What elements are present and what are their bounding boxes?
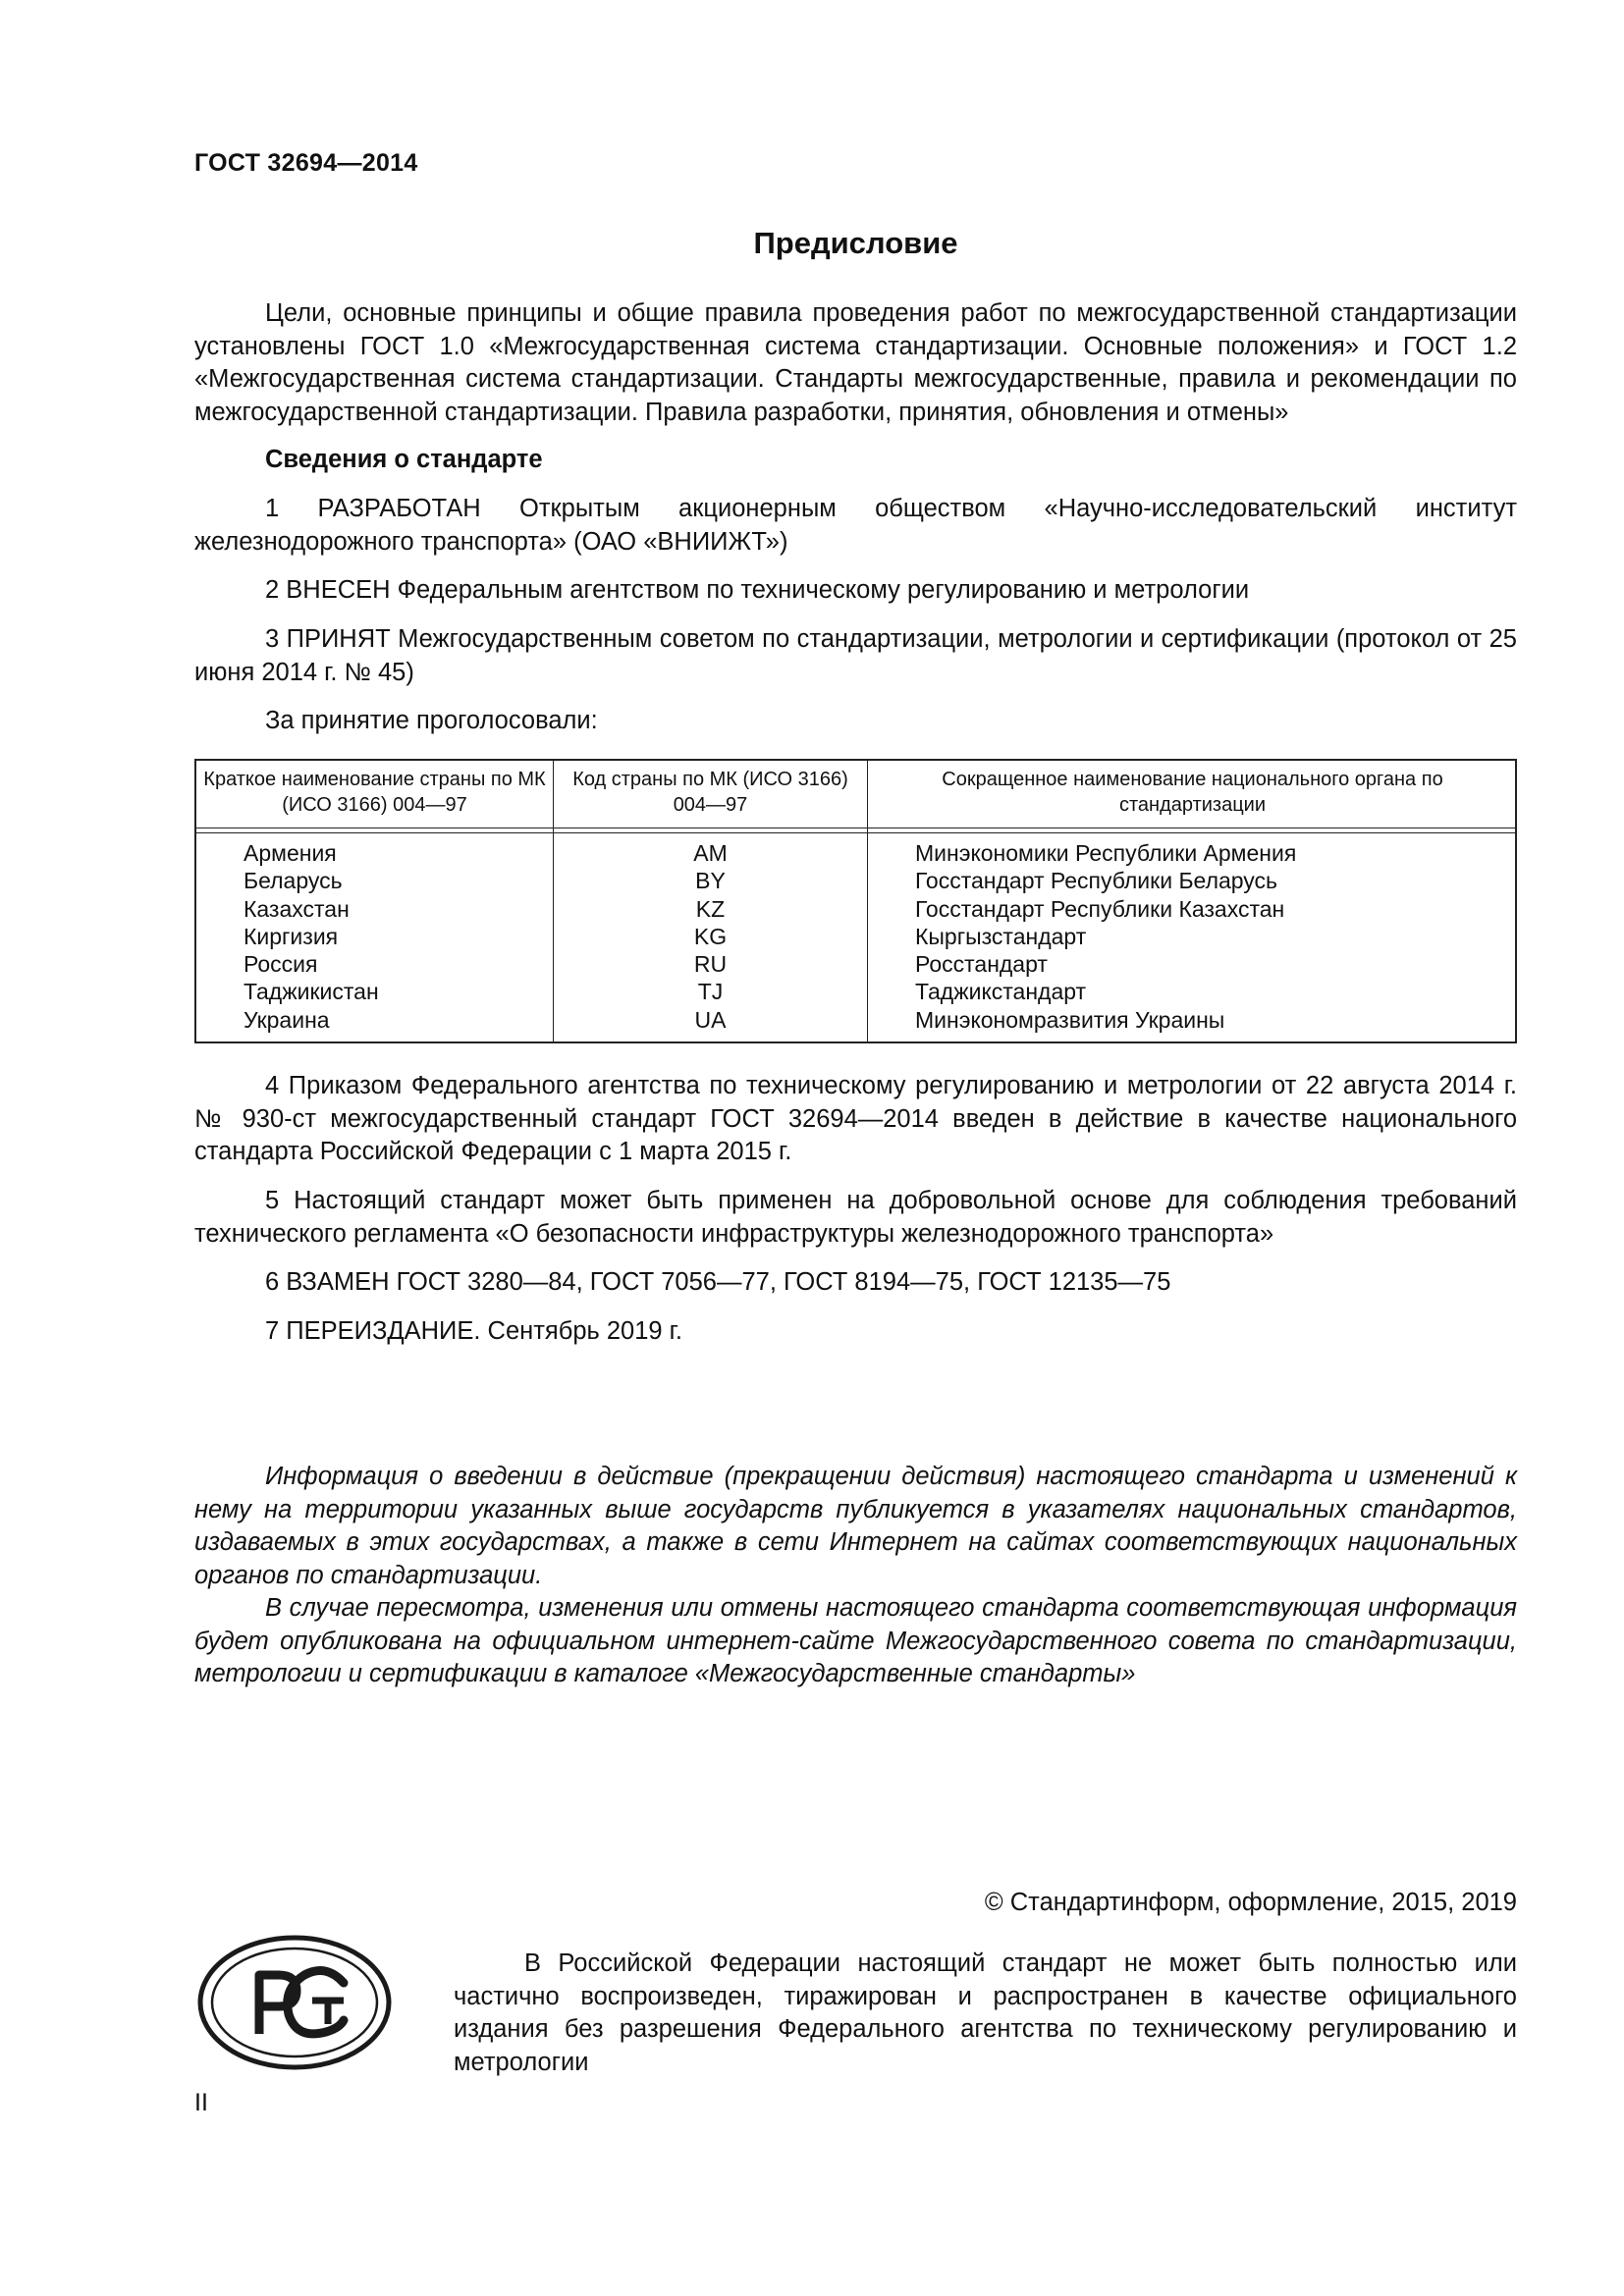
item-replaces: 6 ВЗАМЕН ГОСТ 3280—84, ГОСТ 7056—77, ГОСТ 8194—75, ГОСТ 12135—75 xyxy=(265,1268,1171,1296)
table-cell-country: Беларусь xyxy=(244,868,343,894)
notice-info: Информация о введении в действие (прекращении действия) настоящего стандарта и изменений к нему на территории указанных выше государств публикуется в указателях национальных стандартов, издаваемых в этих государствах, а также в сети Интернет на сайтах соответствующих национальных органов по стандартизации. xyxy=(194,1463,1517,1589)
table-cell-body: Госстандарт Республики Казахстан xyxy=(915,895,1285,922)
table-cell-country: Россия xyxy=(244,951,318,978)
intro-paragraph: Цели, основные принципы и общие правила проведения работ по межгосударственной стандартизации установлены ГОСТ 1.0 «Межгосударственная система стандартизации. Основные положения» и ГОСТ 1.2 «Межгосударственная система стандартизации. Стандарты межгосударственные, правила и рекомендации по межгосударственной стандартизации. Правила разработки, принятия, обновления и отмены» xyxy=(194,299,1517,426)
item-introduced: 2 ВНЕСЕН Федеральным агентством по техническому регулированию и метрологии xyxy=(265,576,1250,604)
voting-table xyxy=(194,759,1517,1043)
table-column-body xyxy=(915,839,1296,1034)
standard-info-heading: Сведения о стандарте xyxy=(265,446,543,473)
page-title: Предисловие xyxy=(753,226,958,260)
table-cell-body: Кыргызстандарт xyxy=(915,923,1087,949)
table-cell-code: KG xyxy=(693,923,728,949)
table-cell-body: Госстандарт Республики Беларусь xyxy=(915,868,1278,894)
item-adopted: 3 ПРИНЯТ Межгосударственным советом по стандартизации, метрологии и сертификации (протокол от 25 июня 2014 г. № 45) xyxy=(194,625,1517,686)
copyright: © Стандартинформ, оформление, 2015, 2019 xyxy=(984,1889,1517,1916)
table-column-code xyxy=(554,839,867,1034)
document-id: ГОСТ 32694—2014 xyxy=(194,149,418,177)
voted-label: За принятие проголосовали: xyxy=(265,707,598,734)
table-cell-code: RU xyxy=(693,951,728,978)
table-cell-code: KZ xyxy=(695,895,726,922)
item-voluntary: 5 Настоящий стандарт может быть применен на добровольной основе для соблюдения требований технического регламента «О безопасности инфраструктуры железнодорожного транспорта» xyxy=(194,1187,1517,1248)
item-developed: 1 РАЗРАБОТАН Открытым акционерным обществом «Научно-исследовательский институт железнодорожного транспорта» (ОАО «ВНИИЖТ») xyxy=(194,495,1517,556)
page-number: II xyxy=(194,2089,208,2116)
table-cell-code: BY xyxy=(695,868,726,894)
table-cell-body: Минэкономразвития Украины xyxy=(915,1006,1225,1033)
table-cell-country: Киргизия xyxy=(244,923,339,949)
table-cell-body: Росстандарт xyxy=(915,951,1048,978)
table-cell-code: UA xyxy=(694,1006,727,1033)
table-header-country: Краткое наименование страны по МК (ИСО 3166) 004—97 xyxy=(203,769,546,816)
table-cell-body: Таджикстандарт xyxy=(915,979,1087,1005)
item-order: 4 Приказом Федерального агентства по техническому регулированию и метрологии от 22 августа 2014 г. № 930-ст межгосударственный стандарт ГОСТ 32694—2014 введен в действие в качестве национального стандарта Российской Федерации с 1 марта 2015 г. xyxy=(194,1072,1517,1165)
table-cell-code: TJ xyxy=(697,979,724,1005)
table-cell-country: Казахстан xyxy=(244,895,350,922)
rst-logo-icon xyxy=(196,1934,393,2071)
notice-revision: В случае пересмотра, изменения или отмены настоящего стандарта соответствующая информация будет опубликована на официальном интернет-сайте Межгосударственного совета по стандартизации, метрологии и сертификации в каталоге «Межгосударственные стандарты» xyxy=(194,1594,1517,1687)
table-column-country xyxy=(244,839,379,1034)
table-header-body: Сокращенное наименование национального органа по стандартизации xyxy=(942,769,1443,816)
table-cell-country: Армения xyxy=(244,840,337,866)
table-cell-country: Украина xyxy=(244,1006,330,1033)
table-header-rule xyxy=(196,832,1515,833)
table-cell-code: AM xyxy=(693,840,728,866)
table-header-code: Код страны по МК (ИСО 3166) 004—97 xyxy=(572,769,848,816)
legal-notice: В Российской Федерации настоящий стандарт не может быть полностью или частично воспроизведен, тиражирован и распространен в качестве официального издания без разрешения Федерального агентства по техническому регулированию и метрологии xyxy=(454,1949,1517,2076)
table-cell-country: Таджикистан xyxy=(244,979,379,1005)
item-reissue: 7 ПЕРЕИЗДАНИЕ. Сентябрь 2019 г. xyxy=(265,1317,682,1345)
table-cell-body: Минэкономики Республики Армения xyxy=(915,840,1297,866)
